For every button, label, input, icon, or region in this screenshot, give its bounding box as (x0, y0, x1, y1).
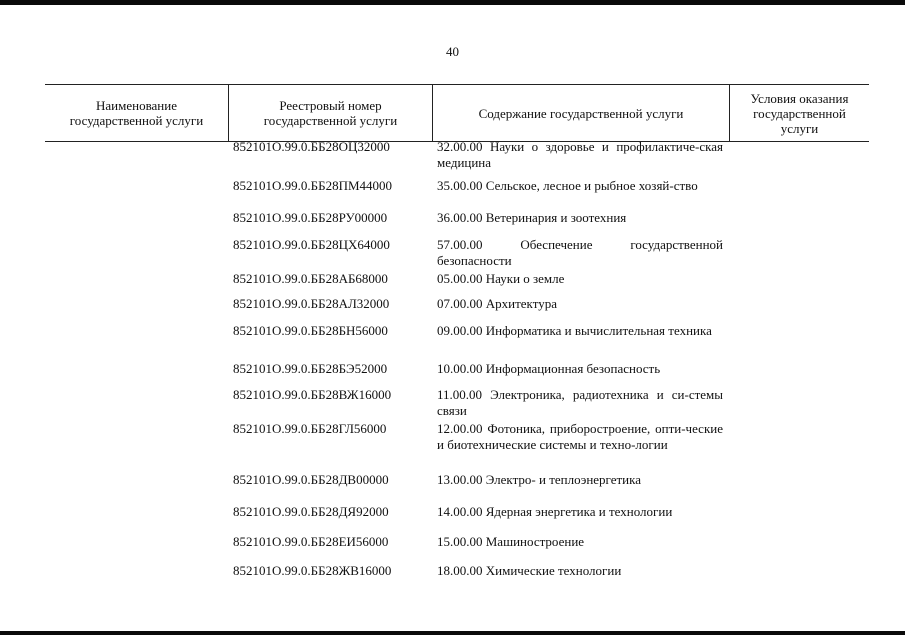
service-content: 09.00.00 Информатика и вычислительная техника (437, 323, 712, 338)
header-service-conditions: Условия оказания государственной услуги (750, 90, 849, 136)
service-content: 57.00.00 Обеспечение государственной безопасности (437, 237, 723, 268)
table-header (45, 84, 869, 142)
registry-code: 852101О.99.0.ББ28БЭ52000 (233, 361, 388, 376)
registry-code: 852101О.99.0.ББ28АБ68000 (233, 271, 388, 286)
service-content: 07.00.00 Архитектура (437, 296, 557, 311)
registry-code: 852101О.99.0.ББ28ЕИ56000 (233, 534, 389, 549)
registry-code: 852101О.99.0.ББ28ЦХ64000 (233, 237, 390, 252)
bottom-border-line (0, 631, 905, 635)
header-registry-number: Реестровый номер государственной услуги (263, 98, 398, 128)
registry-code: 852101О.99.0.ББ28ДЯ92000 (233, 504, 389, 519)
service-content: 36.00.00 Ветеринария и зоотехния (437, 210, 627, 225)
service-content: 05.00.00 Науки о земле (437, 271, 565, 286)
registry-code: 852101О.99.0.ББ28ДВ00000 (233, 472, 389, 487)
registry-code: 852101О.99.0.ББ28БН56000 (233, 323, 388, 338)
registry-code: 852101О.99.0.ББ28ГЛ56000 (233, 421, 387, 436)
service-content: 13.00.00 Электро- и теплоэнергетика (437, 472, 642, 487)
service-content: 15.00.00 Машиностроение (437, 534, 585, 549)
registry-code: 852101О.99.0.ББ28РУ00000 (233, 210, 388, 225)
service-content: 10.00.00 Информационная безопасность (437, 361, 661, 376)
service-content: 11.00.00 Электроника, радиотехника и си-стемы связи (437, 387, 723, 418)
service-content: 18.00.00 Химические технологии (437, 563, 622, 578)
registry-code: 852101О.99.0.ББ28АЛ32000 (233, 296, 390, 311)
top-border-line (0, 0, 905, 5)
service-content: 12.00.00 Фотоника, приборостроение, опти-ческие и биотехнические системы и техно-логии (437, 421, 723, 452)
registry-code: 852101О.99.0.ББ28ПМ44000 (233, 178, 393, 193)
registry-code: 852101О.99.0.ББ28ОЦ32000 (233, 139, 390, 154)
header-service-name: Наименование государственной услуги (69, 98, 204, 128)
service-content: 35.00.00 Сельское, лесное и рыбное хозяй-ство (437, 178, 698, 193)
registry-code: 852101О.99.0.ББ28ВЖ16000 (233, 387, 392, 402)
service-content: 14.00.00 Ядерная энергетика и технологии (437, 504, 673, 519)
page-number: 40 (446, 44, 459, 59)
header-service-content: Содержание государственной услуги (478, 105, 684, 121)
registry-code: 852101О.99.0.ББ28ЖВ16000 (233, 563, 392, 578)
service-content: 32.00.00 Науки о здоровье и профилактиче-ская медицина (437, 139, 723, 170)
